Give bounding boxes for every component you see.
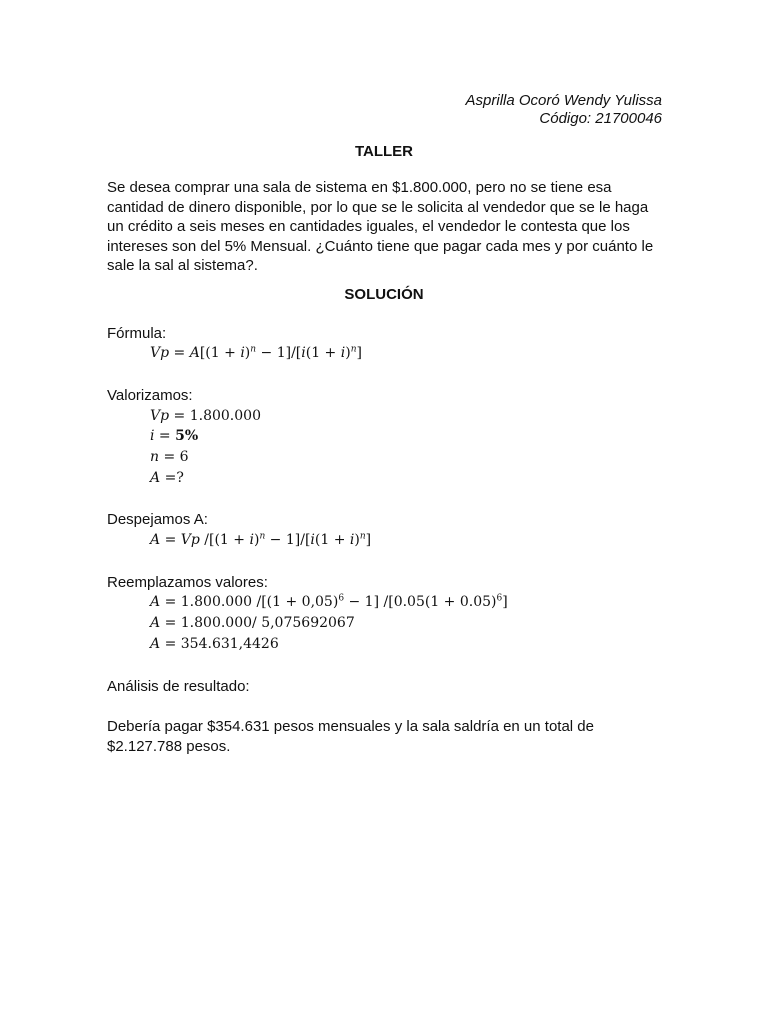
replace-line-3: A = 354.631,4426 bbox=[150, 636, 279, 652]
replace-line-1: A = 1.800.000 $/[(1 + 0,05)^6 - 1]$ $/[0.05(1 + 0.05)^6]$ bbox=[150, 593, 508, 610]
replace-line-2: A = 1.800.000/ 5,075692067 bbox=[150, 615, 355, 631]
author-code: Código: 21700046 bbox=[539, 110, 662, 127]
replace-line2-numerator: 1.800.000 bbox=[180, 615, 253, 631]
values-label: Valorizamos: bbox=[107, 387, 193, 404]
solution-title: SOLUCIÓN bbox=[344, 286, 424, 303]
replace-exponent-2: 6 bbox=[496, 593, 503, 604]
author-block bbox=[466, 92, 662, 128]
value-n-number: 6 bbox=[179, 449, 189, 465]
value-a-number: ? bbox=[176, 470, 184, 486]
author-name: Asprilla Ocoró Wendy Yulissa bbox=[465, 92, 662, 109]
value-vp-number: 1.800.000 bbox=[189, 408, 261, 424]
value-vp: Vp = 1.800.000 bbox=[150, 408, 261, 424]
value-i: i = 5% bbox=[150, 428, 199, 444]
formula-label: Fórmula: bbox=[107, 325, 167, 342]
replace-line1-value: 1.800.000 bbox=[180, 594, 253, 610]
replace-label: Reemplazamos valores: bbox=[107, 574, 268, 591]
value-n: n = 6 bbox=[150, 449, 189, 465]
analysis-conclusion: Debería pagar $354.631 pesos mensuales y la sala saldría en un total de $2.127.788 pesos. bbox=[107, 718, 594, 755]
replace-line1-rate-b: 0.05 bbox=[393, 594, 425, 610]
value-i-number: 5% bbox=[175, 428, 199, 444]
solve-label: Despejamos A: bbox=[107, 511, 208, 528]
solve-expression: A = Vp $/[(1 + i)^n - 1]/[i(1 + i)^n]$ bbox=[150, 531, 372, 548]
replace-exponent-1: 6 bbox=[338, 593, 345, 604]
replace-line1-rate-c: 0.05 bbox=[459, 594, 492, 610]
value-a: A =? bbox=[150, 470, 184, 486]
analysis-label: Análisis de resultado: bbox=[107, 678, 250, 695]
replace-line2-denominator: 5,075692067 bbox=[261, 615, 355, 631]
formula-expression: $Vp = A[(1 + i)^n - 1]/[i(1 + i)^n]$ bbox=[150, 344, 362, 361]
replace-line3-value: 354.631,4426 bbox=[180, 636, 279, 652]
problem-statement: Se desea comprar una sala de sistema en $1.800.000, pero no se tiene esa cantidad de dinero disponible, por lo que se le solicita al vendedor que se le haga un crédito a seis meses en cantidades iguales, el vendedor le contesta que los intereses son del 5% Mensual. ¿Cuánto tiene que pagar cada mes y por cuánto le sale la sal al sistema?. bbox=[107, 179, 654, 274]
document-title: TALLER bbox=[354, 143, 414, 160]
replace-line1-rate-a: 0,05 bbox=[301, 594, 333, 610]
